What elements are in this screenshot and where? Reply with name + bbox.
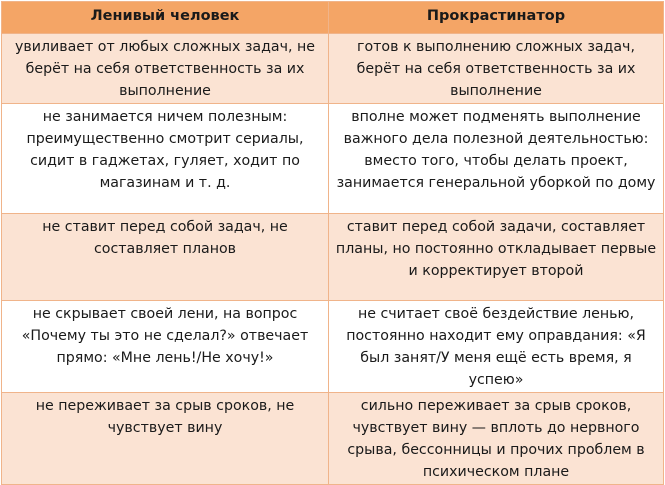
cell-lazy: увиливает от любых сложных задач, не берёт на себя ответственность за их выполнение <box>2 34 329 104</box>
comparison-table <box>1 1 664 485</box>
table-header-row <box>2 2 664 34</box>
cell-procrastinator: готов к выполнению сложных задач, берёт на себя ответственность за их выполнение <box>329 34 664 104</box>
comparison-table-container <box>1 1 663 480</box>
cell-lazy: не занимается ничем полезным: преимущественно смотрит сериалы, сидит в гаджетах, гуляет, ходит по магазинам и т. д. <box>2 104 329 214</box>
header-lazy-person: Ленивый человек <box>2 2 329 34</box>
cell-procrastinator: сильно переживает за срыв сроков, чувствует вину — вплоть до нервного срыва, бессонницы и прочих проблем в психическом плане <box>329 393 664 485</box>
table-row <box>2 34 664 104</box>
cell-lazy: не переживает за срыв сроков, не чувствует вину <box>2 393 329 485</box>
cell-procrastinator: вполне может подменять выполнение важного дела полезной деятельностью: вместо того, чтобы делать проект, занимается генеральной уборкой по дому <box>329 104 664 214</box>
cell-lazy: не ставит перед собой задач, не составляет планов <box>2 214 329 301</box>
cell-procrastinator: ставит перед собой задачи, составляет планы, но постоянно откладывает первые и корректирует второй <box>329 214 664 301</box>
header-procrastinator: Прокрастинатор <box>329 2 664 34</box>
table-row <box>2 104 664 214</box>
cell-lazy: не скрывает своей лени, на вопрос «Почему ты это не сделал?» отвечает прямо: «Мне лень!/Не хочу!» <box>2 301 329 393</box>
table-row <box>2 214 664 301</box>
table-row <box>2 301 664 393</box>
cell-procrastinator: не считает своё бездействие ленью, постоянно находит ему оправдания: «Я был занят/У меня ещё есть время, я успею» <box>329 301 664 393</box>
